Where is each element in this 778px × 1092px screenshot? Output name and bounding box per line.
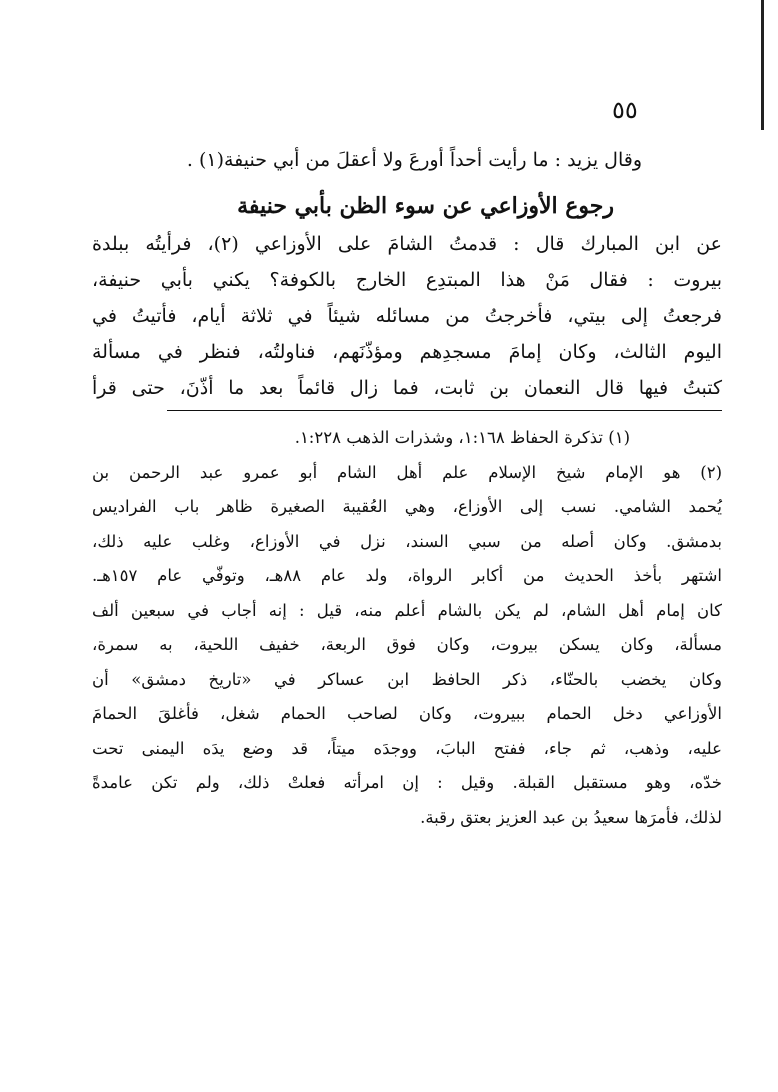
footnote-2-line: عليه، وذهب، ثم جاء، ففتح البابَ، ووجدَه ميتاً، قد وضع يدَه اليمنى تحت [92,738,722,758]
footnote-2-line: (٢) هو الإمام شيخ الإسلام علم أهل الشام أبو عمرو عبد الرحمن بن [92,462,722,482]
page-edge-line [761,0,764,130]
page-number: ٥٥ [612,96,638,124]
section-heading: رجوع الأوزاعي عن سوء الظن بأبي حنيفة [237,193,614,219]
footnote-2-line: وكان يخضب بالحنّاء، ذكر الحافظ ابن عساكر في «تاريخ دمشق» أن [92,669,722,689]
footnote-1: (١) تذكرة الحفاظ ١:١٦٨، وشذرات الذهب ١:٢٢٨. [294,428,630,447]
paragraph-line: اليوم الثالث، وكان إمامَ مسجدِهم ومؤذّنَهم، فناولتُه، فنظر في مسألة [92,341,722,363]
main-paragraph [92,226,722,406]
footnote-2-line: الأوزاعي دخل الحمام ببيروت، وكان لصاحب الحمام شغل، فأغلقَ الحمامَ [92,704,722,723]
paragraph-line: كتبتُ فيها قال النعمان بن ثابت، فما زال قائماً بعد ما أذّنَ، حتى قرأ [92,377,722,399]
footnote-2-line: يُحمد الشامي. نسب إلى الأوزاع، وهي العُقيبة الصغيرة ظاهر باب الفراديس [92,497,722,516]
paragraph-line: عن ابن المبارك قال : قدمتُ الشامَ على الأوزاعي (٢)، فرأيتُه ببلدة [92,233,722,255]
paragraph-line: فرجعتُ إلى بيتي، فأخرجتُ من مسائله شيئاً في ثلاثة أيام، فأتيتُ في [92,305,722,327]
footnote-separator [167,410,722,411]
footnote-2-line: لذلك، فأمرَها سعيدُ بن عبد العزيز بعتق رقبة. [420,807,722,827]
opening-line: وقال يزيد : ما رأيت أحداً أورعَ ولا أعقلَ من أبي حنيفة(١) . [186,149,642,171]
footnotes [92,421,722,835]
footnote-2-line: خدّه، وهو مستقبل القبلة. وقيل : إن امرأته فعلتْ ذلك، ولم تكن عامدةً [92,773,722,792]
footnote-2-line: كان إمام أهل الشام، لم يكن بالشام أعلم منه، قيل : إنه أجاب في سبعين ألف [92,600,722,620]
footnote-2-line: مسألة، وكان يسكن بيروت، وكان فوق الربعة، خفيف اللحية، به سمرة، [92,635,722,654]
paragraph-line: بيروت : فقال مَنْ هذا المبتدِع الخارج بالكوفة؟ يكني بأبي حنيفة، [92,269,722,291]
page-content [92,142,722,835]
footnote-2-line: اشتهر بأخذ الحديث من أكابر الرواة، ولد عام ٨٨هـ، وتوفّي عام ١٥٧هـ. [92,566,722,585]
footnote-2-line: بدمشق. وكان أصله من سبي السند، نزل في الأوزاع، وغلب عليه ذلك، [92,531,722,551]
